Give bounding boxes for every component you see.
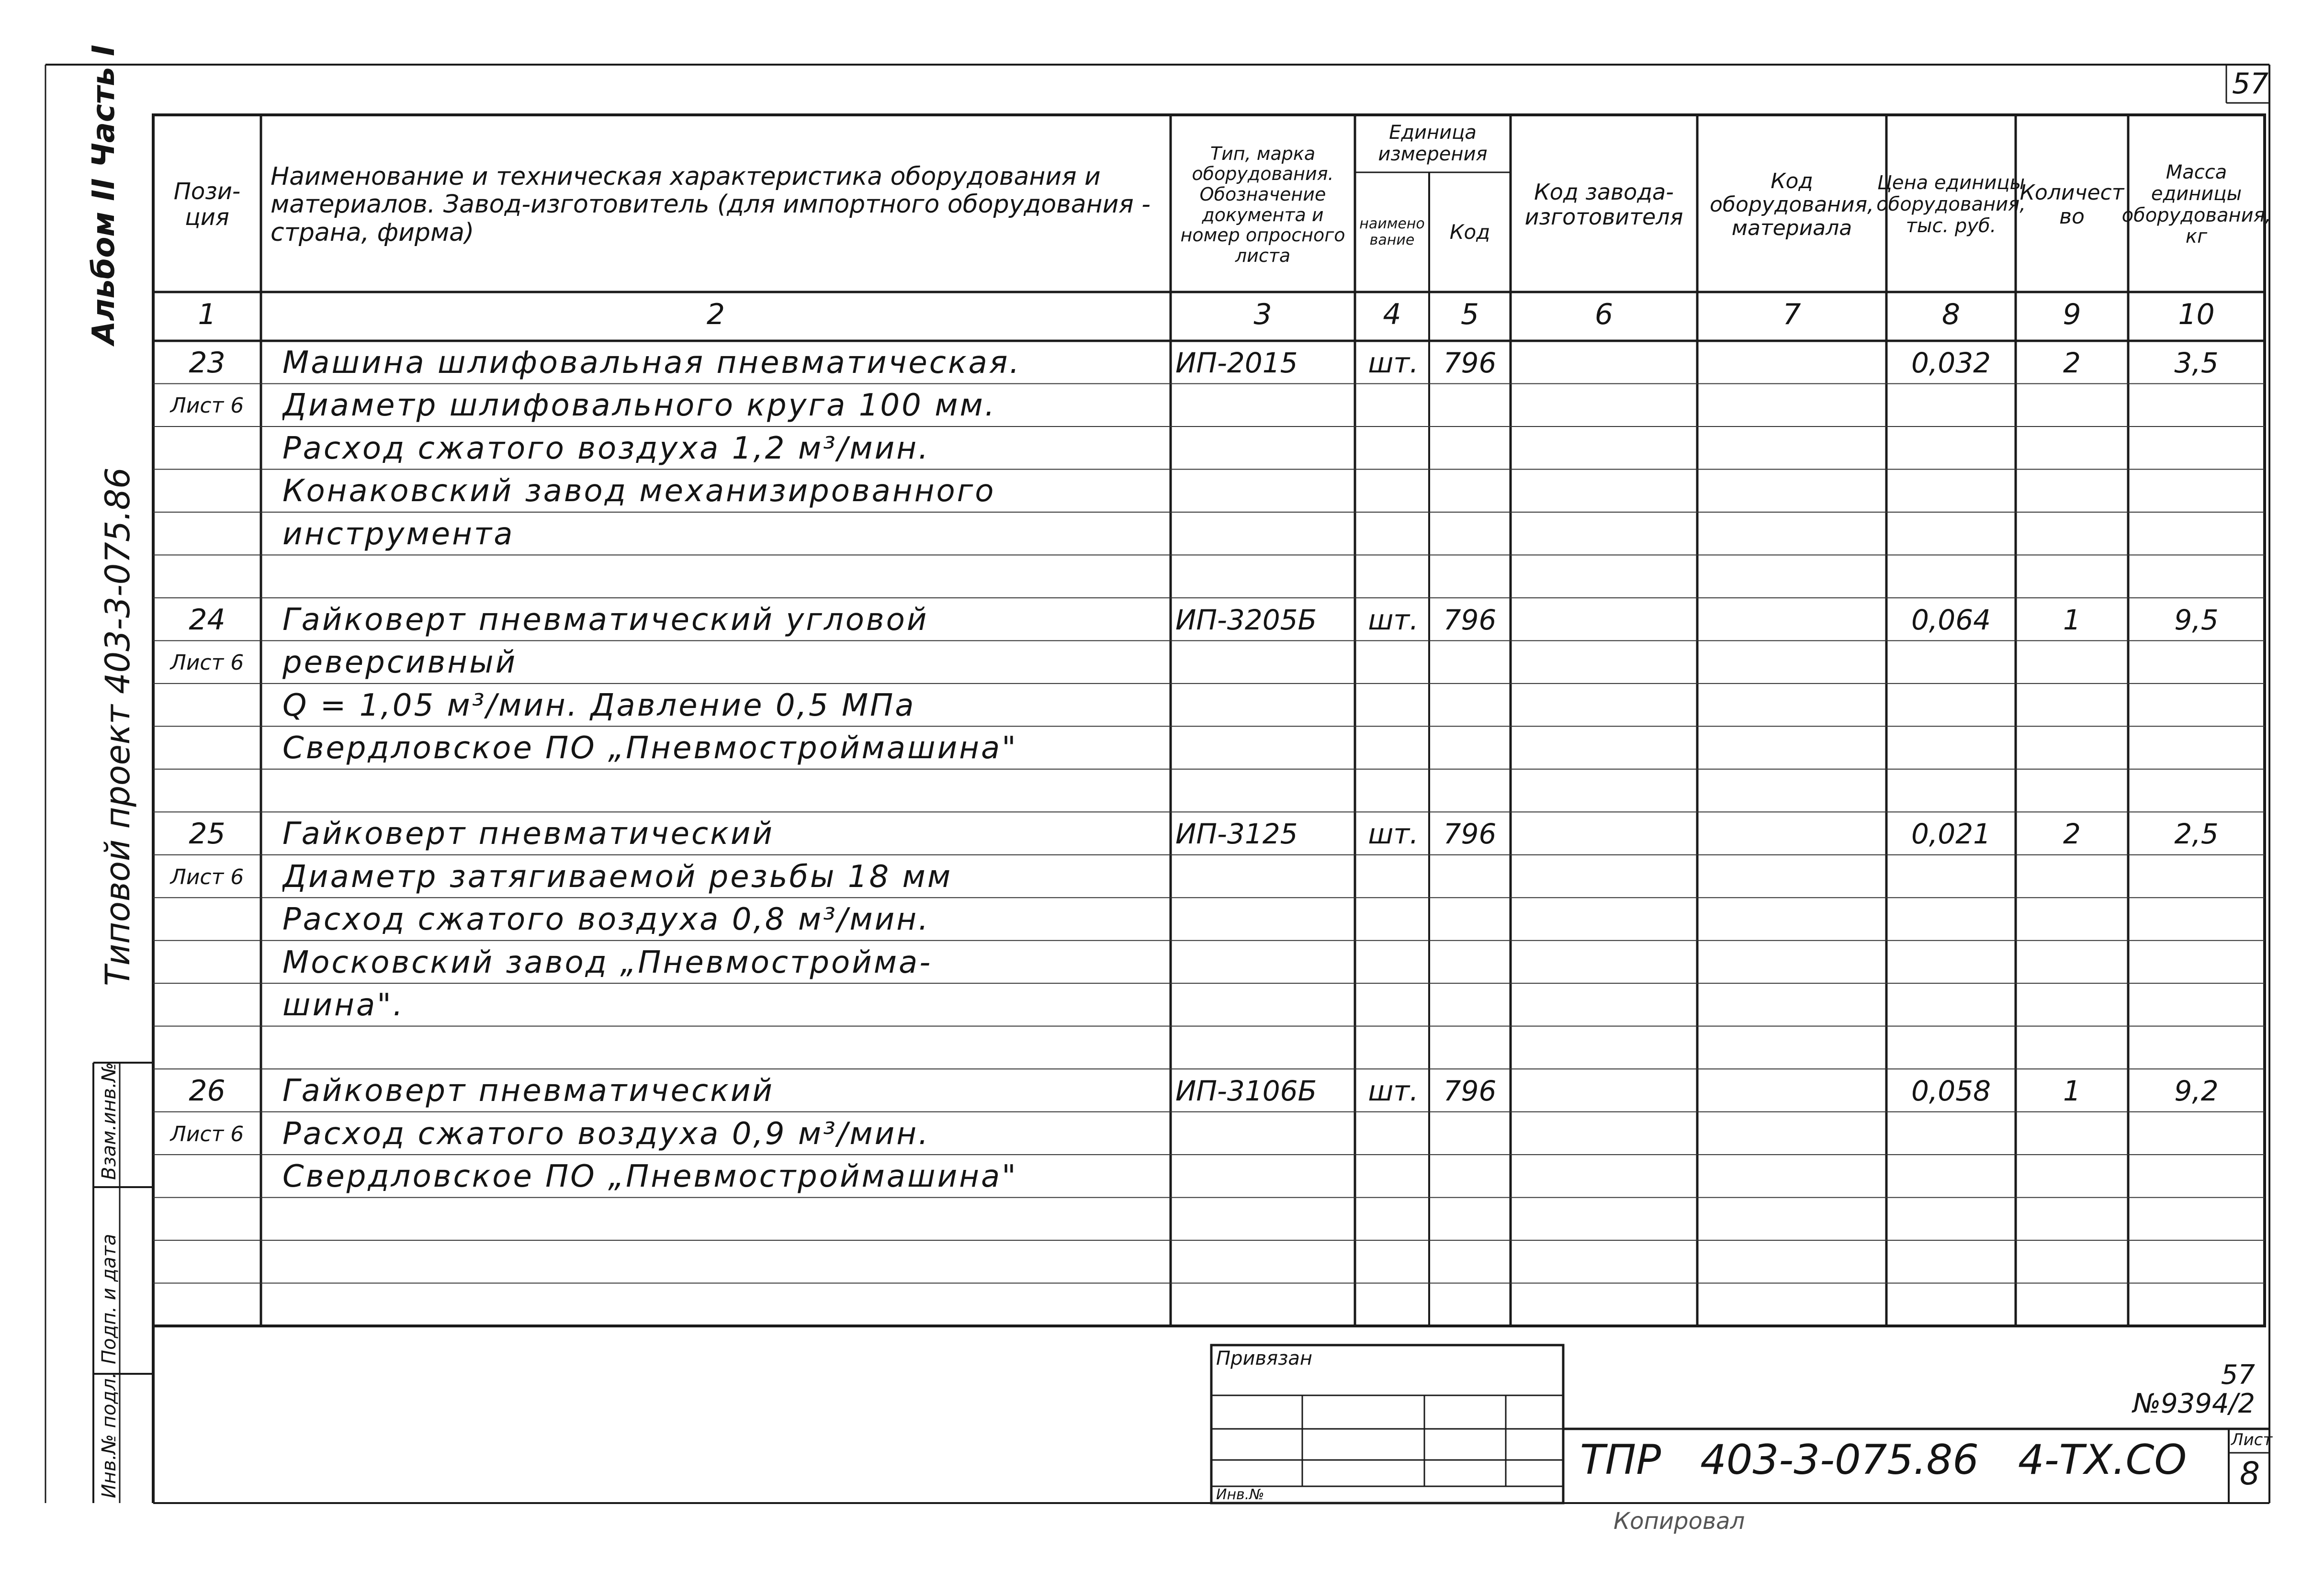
header-quantity: Количество <box>2019 180 2124 229</box>
table-cell-mass: 2,5 <box>2174 818 2219 851</box>
header-unit-group: Единица измерения <box>1378 122 1488 165</box>
header-position: Пози- ция <box>173 178 241 231</box>
stamp-label-inventory: Инв.№ подл. <box>98 1372 120 1498</box>
table-cell-unit: шт. <box>1368 603 1419 636</box>
table-cell-name: Свердловское ПО „Пневмостроймашина" <box>282 1159 1018 1195</box>
table-cell-qty: 1 <box>2063 603 2081 636</box>
side-project-label: Типовой проект 403-3-075.86 <box>98 467 137 986</box>
table-cell-name: Свердловское ПО „Пневмостроймашина" <box>282 730 1018 766</box>
header-unit-code: Код <box>1449 220 1490 244</box>
table-cell-pos: 25 <box>189 817 226 851</box>
side-album-label: Альбом II Часть I <box>86 45 122 345</box>
column-number: 2 <box>706 298 725 331</box>
table-cell-name <box>282 1286 1168 1325</box>
table-cell-name: инструмента <box>282 516 515 552</box>
table-cell-mass: 9,2 <box>2174 1075 2219 1108</box>
table-cell-name: Гайковерт пневматический угловой <box>282 602 929 638</box>
column-number: 6 <box>1594 298 1613 331</box>
table-cell-price: 0,064 <box>1911 603 1991 636</box>
table-cell-pos: Лист 6 <box>170 864 244 889</box>
drawing-designation: ТПР 403-3-075.86 4-ТХ.СО <box>1580 1436 2187 1484</box>
table-cell-name: Гайковерт пневматический <box>282 816 774 852</box>
table-cell-code: 796 <box>1443 1075 1497 1108</box>
stamp-label-signature: Подп. и дата <box>98 1234 120 1364</box>
table-cell-name: шина". <box>282 988 405 1023</box>
table-cell-code: 796 <box>1443 347 1497 379</box>
table-cell-type: ИП-3106Б <box>1175 1075 1317 1108</box>
table-cell-name: Машина шлифовальная пневматическая. <box>282 345 1021 381</box>
table-cell-name: реверсивный <box>282 645 518 681</box>
archive-number: №9394/2 <box>2132 1388 2255 1419</box>
page-number-small: 57 <box>2221 1359 2255 1391</box>
table-cell-name: Q = 1,05 м³/мин. Давление 0,5 МПа <box>282 687 916 723</box>
title-block-inventory: Инв.№ <box>1216 1486 1264 1503</box>
table-cell-type: ИП-3125 <box>1175 818 1298 851</box>
sheet-label: Лист <box>2231 1430 2273 1449</box>
table-cell-qty: 1 <box>2063 1075 2081 1108</box>
header-name: Наименование и техническая характеристика оборудования и материалов. Завод-изготовитель (для импортного оборудования - страна, фирма) <box>271 162 1151 247</box>
column-number: 1 <box>198 298 216 331</box>
table-cell-name: Расход сжатого воздуха 1,2 м³/мин. <box>282 430 930 466</box>
sheet-number: 8 <box>2240 1455 2260 1492</box>
column-number: 3 <box>1253 298 1272 331</box>
column-number: 9 <box>2063 298 2081 331</box>
table-cell-name <box>282 1243 1168 1282</box>
table-cell-type: ИП-3205Б <box>1175 603 1317 636</box>
table-cell-name: Расход сжатого воздуха 0,9 м³/мин. <box>282 1116 930 1152</box>
stamp-label-replacement: Взам.инв.№ <box>98 1062 120 1180</box>
table-cell-unit: шт. <box>1368 1075 1419 1108</box>
table-cell-name <box>282 1029 1168 1068</box>
table-cell-mass: 3,5 <box>2174 347 2219 379</box>
table-cell-unit: шт. <box>1368 347 1419 379</box>
table-cell-type: ИП-2015 <box>1175 347 1298 379</box>
column-number: 8 <box>1941 298 1961 331</box>
table-cell-qty: 2 <box>2063 818 2081 851</box>
table-cell-pos: Лист 6 <box>170 393 244 418</box>
header-type: Тип, марка оборудования. Обозначение документа и номер опросного листа <box>1180 143 1345 266</box>
header-unit-name: наименование <box>1359 215 1425 248</box>
table-cell-pos: Лист 6 <box>170 1122 244 1146</box>
table-cell-name: Диаметр затягиваемой резьбы 18 мм <box>282 859 953 895</box>
title-block-privyazan: Привязан <box>1216 1347 1313 1370</box>
table-cell-pos: 26 <box>189 1074 226 1108</box>
table-cell-qty: 2 <box>2063 347 2081 379</box>
table-cell-price: 0,058 <box>1911 1075 1991 1108</box>
copied-by-label: Копировал <box>1613 1508 1745 1535</box>
table-cell-pos: 24 <box>189 603 226 637</box>
table-cell-name <box>282 772 1168 811</box>
table-cell-price: 0,021 <box>1911 818 1991 851</box>
table-cell-price: 0,032 <box>1911 347 1991 379</box>
table-cell-pos: Лист 6 <box>170 651 244 675</box>
header-plant-code: Код завода-изготовителя <box>1524 179 1683 230</box>
column-number: 7 <box>1782 298 1801 331</box>
table-cell-name: Расход сжатого воздуха 0,8 м³/мин. <box>282 902 930 938</box>
table-cell-name: Диаметр шлифовального круга 100 мм. <box>282 388 997 424</box>
header-equipment-code: Код оборудования, материала <box>1710 168 1874 241</box>
table-cell-name: Московский завод „Пневмостроймa- <box>282 944 933 980</box>
table-cell-unit: шт. <box>1368 818 1419 851</box>
page-number: 57 <box>2232 67 2269 101</box>
column-number: 10 <box>2178 298 2215 331</box>
table-cell-name <box>282 558 1168 596</box>
column-number: 4 <box>1383 298 1401 331</box>
column-number: 5 <box>1460 298 1479 331</box>
table-cell-pos: 23 <box>189 346 226 380</box>
table-cell-name: Гайковерт пневматический <box>282 1073 774 1109</box>
table-cell-mass: 9,5 <box>2174 603 2219 636</box>
table-cell-name <box>282 1201 1168 1239</box>
table-cell-code: 796 <box>1443 818 1497 851</box>
header-price: Цена единицы оборудования, тыс. руб. <box>1876 172 2026 237</box>
table-cell-name: Конаковский завод механизированного <box>282 473 996 509</box>
header-mass: Масса единицы оборудования, кг <box>2121 161 2271 248</box>
table-cell-code: 796 <box>1443 603 1497 636</box>
